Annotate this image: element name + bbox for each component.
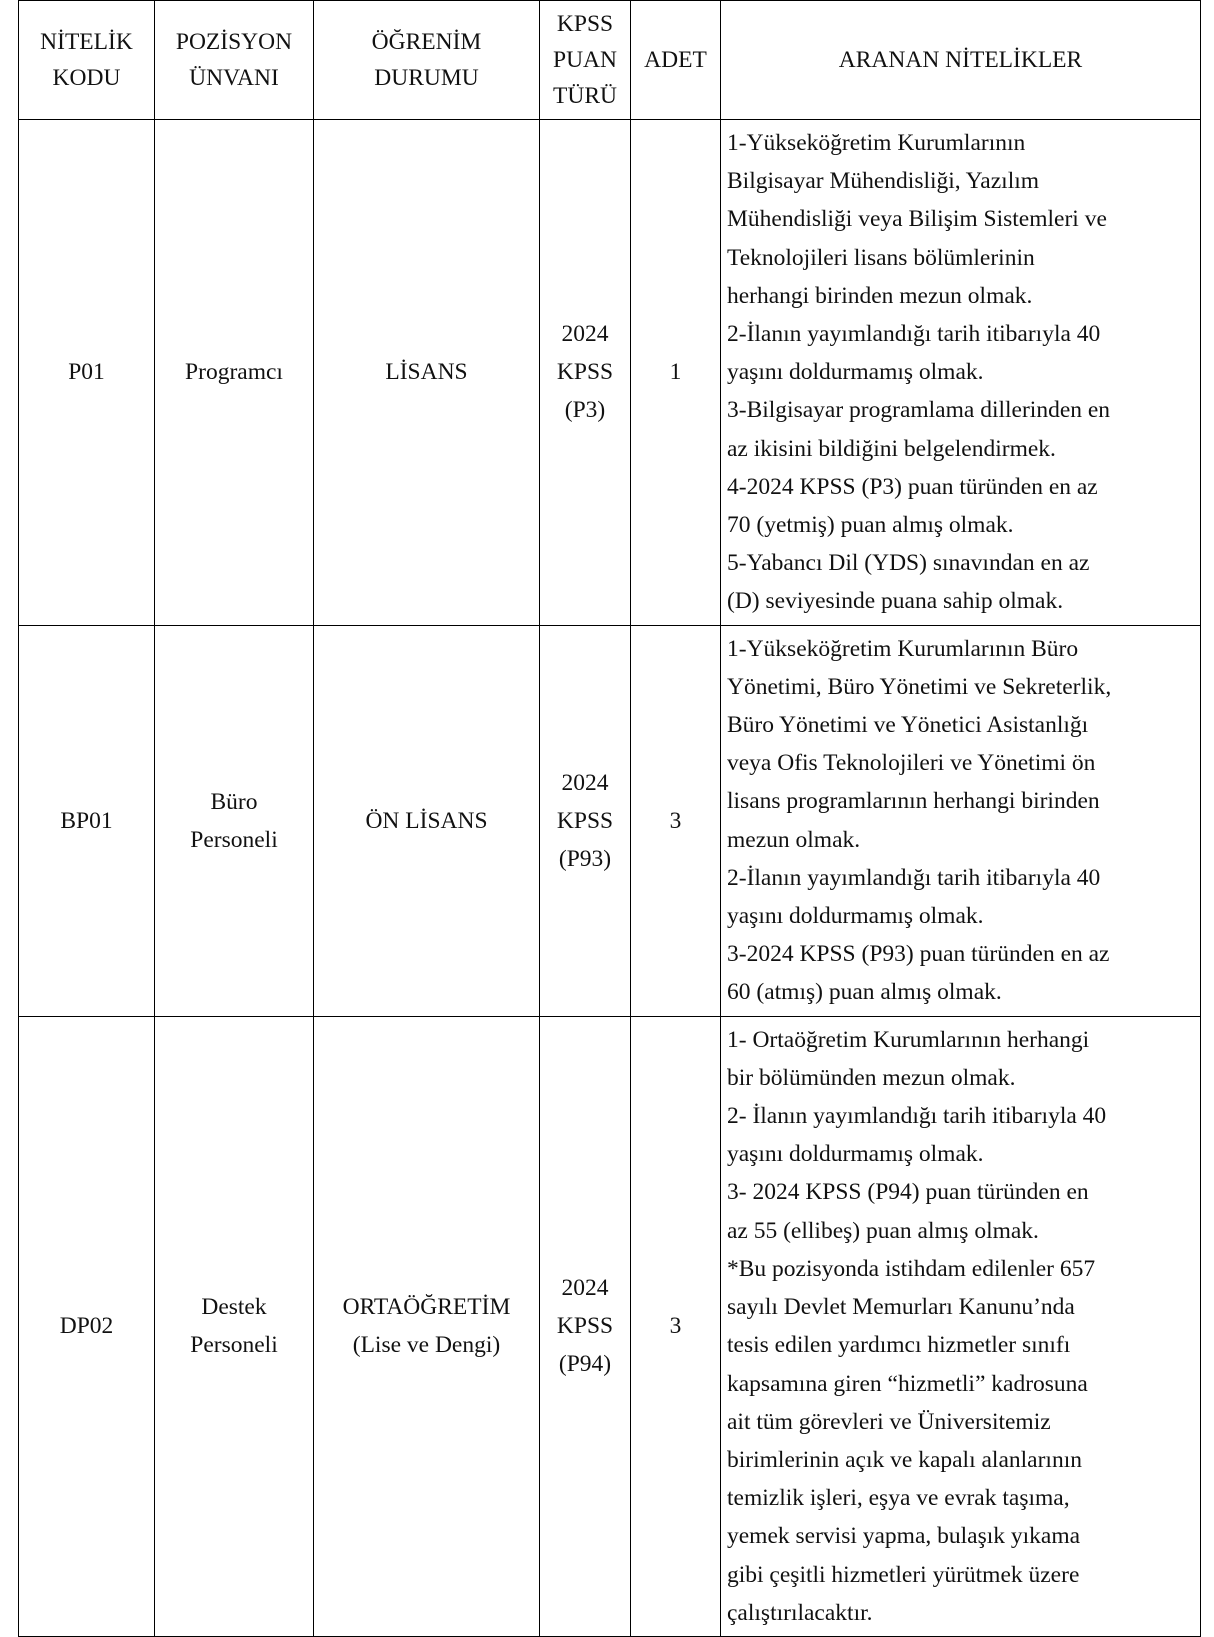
cell-education: ÖN LİSANS: [314, 625, 540, 1016]
table-row: [19, 1016, 1201, 1636]
cell-score-type: 2024 KPSS (P3): [540, 120, 631, 626]
requirement-line: 1-Yükseköğretim Kurumlarının Büro: [727, 635, 1079, 662]
table-row: [19, 120, 1201, 626]
header-position: POZİSYON ÜNVANI: [155, 1, 314, 120]
table-body: [19, 120, 1201, 1637]
cell-score-type: 2024 KPSS (P94): [540, 1016, 631, 1636]
header-score-type: KPSS PUAN TÜRÜ: [540, 1, 631, 120]
requirement-line: yaşını doldurmamış olmak.: [727, 1141, 984, 1168]
requirement-line: ait tüm görevleri ve Üniversitemiz: [727, 1408, 1051, 1435]
requirement-line: 3-Bilgisayar programlama dillerinden en: [727, 397, 1111, 424]
requirement-line: 2-İlanın yayımlandığı tarih itibarıyla 40: [727, 321, 1101, 348]
requirement-line: *Bu pozisyonda istihdam edilenler 657: [727, 1255, 1096, 1282]
cell-position: Büro Personeli: [155, 625, 314, 1016]
cell-count: 3: [631, 1016, 721, 1636]
requirement-line: az 55 (ellibeş) puan almış olmak.: [727, 1217, 1039, 1244]
cell-requirements: [721, 625, 1201, 1016]
cell-score-type: 2024 KPSS (P93): [540, 625, 631, 1016]
requirement-line: veya Ofis Teknolojileri ve Yönetimi ön: [727, 750, 1096, 777]
header-education: ÖĞRENİM DURUMU: [314, 1, 540, 120]
requirement-line: herhangi birinden mezun olmak.: [727, 282, 1033, 309]
cell-count: 1: [631, 120, 721, 626]
requirement-line: bir bölümünden mezun olmak.: [727, 1064, 1016, 1091]
requirement-line: birimlerinin açık ve kapalı alanlarının: [727, 1446, 1082, 1473]
cell-education: LİSANS: [314, 120, 540, 626]
requirement-line: gibi çeşitli hizmetleri yürütmek üzere: [727, 1561, 1080, 1588]
requirement-line: 4-2024 KPSS (P3) puan türünden en az: [727, 473, 1098, 500]
cell-education: ORTAÖĞRETİM (Lise ve Dengi): [314, 1016, 540, 1636]
requirement-line: lisans programlarının herhangi birinden: [727, 788, 1100, 815]
header-row: [19, 1, 1201, 120]
requirement-line: 70 (yetmiş) puan almış olmak.: [727, 512, 1014, 539]
requirement-line: 60 (atmış) puan almış olmak.: [727, 979, 1002, 1006]
cell-requirements: [721, 120, 1201, 626]
header-code: NİTELİK KODU: [19, 1, 155, 120]
requirement-line: Yönetimi, Büro Yönetimi ve Sekreterlik,: [727, 673, 1112, 700]
requirement-line: Bilgisayar Mühendisliği, Yazılım: [727, 168, 1040, 195]
cell-count: 3: [631, 625, 721, 1016]
requirement-line: Mühendisliği veya Bilişim Sistemleri ve: [727, 206, 1107, 233]
cell-code: DP02: [19, 1016, 155, 1636]
requirement-line: çalıştırılacaktır.: [727, 1599, 873, 1626]
requirement-line: sayılı Devlet Memurları Kanunu’nda: [727, 1294, 1075, 1321]
requirement-line: 2-İlanın yayımlandığı tarih itibarıyla 40: [727, 864, 1101, 891]
requirement-line: Büro Yönetimi ve Yönetici Asistanlığı: [727, 712, 1089, 739]
requirement-line: yemek servisi yapma, bulaşık yıkama: [727, 1523, 1081, 1550]
requirement-line: tesis edilen yardımcı hizmetler sınıfı: [727, 1332, 1071, 1359]
requirement-line: 1-Yükseköğretim Kurumlarının: [727, 130, 1026, 156]
requirement-line: 3-2024 KPSS (P93) puan türünden en az: [727, 941, 1110, 968]
table-row: [19, 625, 1201, 1016]
requirement-line: 1- Ortaöğretim Kurumlarının herhangi: [727, 1026, 1090, 1053]
requirement-line: mezun olmak.: [727, 826, 861, 853]
header-count: ADET: [631, 1, 721, 120]
cell-code: P01: [19, 120, 155, 626]
header-requirements: ARANAN NİTELİKLER: [721, 1, 1201, 120]
requirement-line: yaşını doldurmamış olmak.: [727, 359, 984, 386]
cell-requirements: [721, 1016, 1201, 1636]
requirement-line: 2- İlanın yayımlandığı tarih itibarıyla 40: [727, 1103, 1107, 1130]
document-page: [18, 0, 1200, 1637]
requirement-line: temizlik işleri, eşya ve evrak taşıma,: [727, 1485, 1070, 1512]
cell-position: Programcı: [155, 120, 314, 626]
requirement-line: (D) seviyesinde puana sahip olmak.: [727, 588, 1064, 615]
requirement-line: kapsamına giren “hizmetli” kadrosuna: [727, 1370, 1088, 1397]
requirement-line: Teknolojileri lisans bölümlerinin: [727, 244, 1035, 271]
requirement-line: yaşını doldurmamış olmak.: [727, 903, 984, 930]
cell-code: BP01: [19, 625, 155, 1016]
requirement-line: 3- 2024 KPSS (P94) puan türünden en: [727, 1179, 1089, 1206]
requirement-line: az ikisini bildiğini belgelendirmek.: [727, 435, 1056, 462]
requirement-line: 5-Yabancı Dil (YDS) sınavından en az: [727, 550, 1090, 577]
positions-table: [18, 0, 1201, 1637]
cell-position: Destek Personeli: [155, 1016, 314, 1636]
